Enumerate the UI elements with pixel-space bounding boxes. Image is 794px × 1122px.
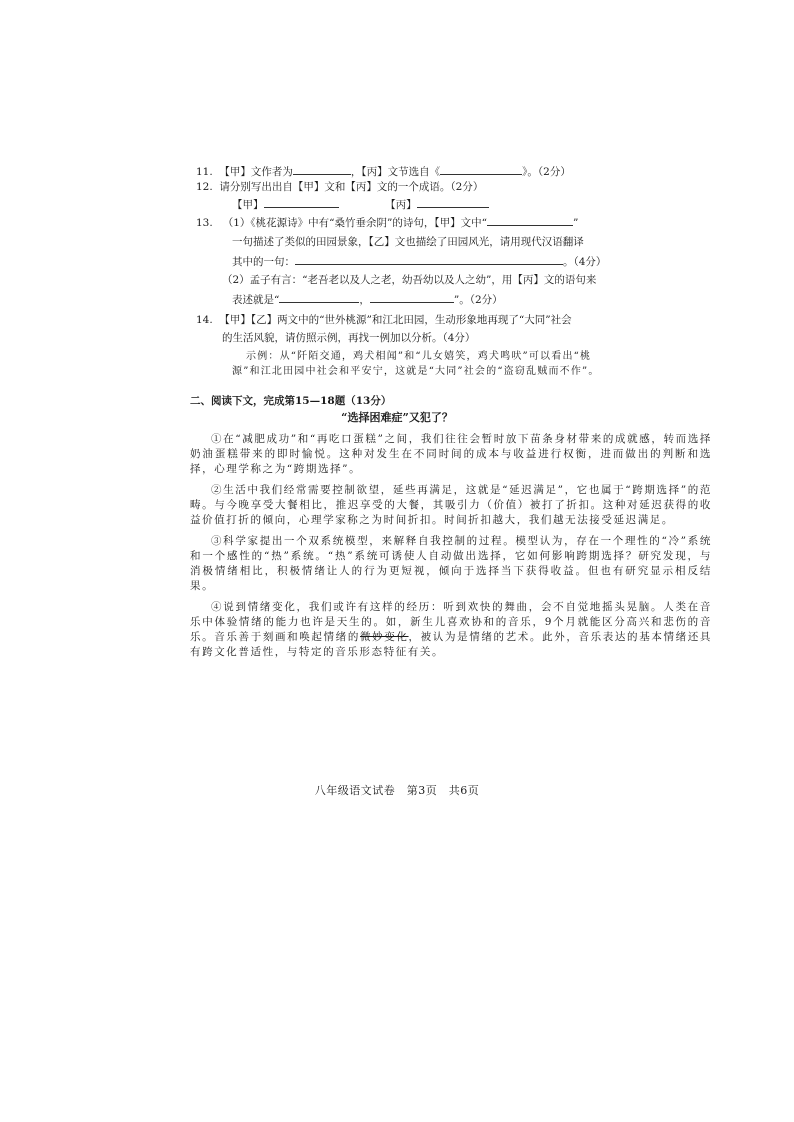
q11-text-b: ，【丙】文节选自《 (350, 166, 441, 178)
q14-number: 14. (196, 314, 213, 326)
question-11 (196, 164, 571, 179)
article-paragraph-1: ①在“减肥成功”和“再吃口蛋糕”之间，我们往往会暂时放下苗条身材带来的成就感，转而选择奶油蛋糕带来的即时愉悦。这种对发生在不同时间的成本与收益进行权衡，进而做出的判断和选择，心理学称之为“跨期选择”。 (190, 433, 712, 475)
q11-blank-source[interactable] (440, 164, 522, 175)
q13-part2 (222, 273, 596, 287)
q12-label-bing: 【丙】 (385, 199, 417, 211)
q13-p1-d: 其中的一句： (232, 256, 295, 268)
article-body (190, 432, 712, 666)
q11-number: 11. (196, 166, 213, 178)
q13-p2-b: 表述就是“ (232, 294, 280, 306)
page-footer: 八年级语文试卷 第3页 共6页 (314, 784, 480, 797)
q11-blank-author[interactable] (293, 164, 351, 175)
q13-p1-line2 (232, 235, 584, 249)
q13-p2-c: ， (359, 294, 370, 306)
q14-line2: 的生活风貌，请仿照示例，再找一例加以分析。（4分） (222, 332, 476, 344)
q13-number: 13. (196, 217, 213, 229)
q11-text-c: 》。（2分） (522, 166, 571, 178)
q13-p1-c: 一句描述了类似的田园景象，【乙】文也描绘了田园风光，请用现代汉语翻译 (232, 236, 584, 248)
q14-example-line2: 源”和江北田园中社会和平安宁，这就是“大同”社会的“盗窃乱贼而不作”。 (232, 366, 600, 377)
q13-p2-line2 (232, 292, 503, 307)
q13-blank-b[interactable] (370, 292, 454, 303)
article-paragraph-4 (190, 600, 712, 660)
q13-p2-a: （2）孟子有言：“老吾老以及人之老，幼吾幼以及人之幼”，用【丙】文的语句来 (222, 274, 597, 286)
article-title: “选择困难症”又犯了？ (341, 411, 453, 424)
q14-example (232, 349, 710, 379)
section-2-heading: 二、阅读下文，完成第15—18题（13分） (190, 395, 392, 407)
question-13-part1 (196, 215, 578, 230)
q13-blank-translation[interactable] (295, 254, 563, 265)
question-14-line1 (196, 313, 572, 327)
q12-text: 请分别写出出自【甲】文和【丙】文的一个成语。（2分） (219, 181, 484, 193)
q13-p1-e: 。（4分） (563, 256, 607, 268)
q13-p1-a: （1）《桃花源诗》中有“桑竹垂余阴”的诗句，【甲】文中“ (222, 217, 488, 229)
q12-blank-jia[interactable] (264, 197, 339, 208)
q12-label-jia: 【甲】 (232, 199, 264, 211)
q13-p1-b: ” (573, 217, 579, 229)
article-paragraph-2: ②生活中我们经常需要控制欲望，延些再满足，这就是“延迟满足”，它也属于“跨期选择”的范畴。与今晚享受大餐相比，推迟享受的大餐，其吸引力（价值）被打了折扣。这种对延迟获得的收益价值打折的倾向，心理学家称之为时间折扣。时间折扣越大，我们越无法接受延迟满足。 (190, 484, 712, 526)
p4-text-a: ④说到情绪变化，我们或许有这样的经历：听到欢快的舞曲，会不自觉地摇头晃脑。人类在音乐中体验情绪的能力也许是天生的。如，新生儿喜欢协和的音乐，9个月就能区分高兴和悲伤的音乐。音乐善于刻画和唤起情绪的 (190, 601, 712, 643)
q13-p1-line3 (232, 254, 606, 269)
q13-blank-quote[interactable] (487, 215, 573, 226)
p4-strikethrough: 微妙变化 (359, 631, 409, 643)
question-12 (196, 180, 483, 194)
question-14-line2 (222, 331, 475, 345)
q14-line1: 【甲】【乙】两文中的“世外桃源”和江北田园，生动形象地再现了“大同”社会 (219, 314, 572, 326)
q12-number: 12. (196, 181, 213, 193)
q12-blank-bing[interactable] (417, 197, 489, 208)
article-paragraph-3: ③科学家提出一个双系统模型，来解释自我控制的过程。模型认为，存在一个理性的“冷”系统和一个感性的“热”系统。“热”系统可诱使人自动做出选择，它如何影响跨期选择？研究发现，与消极情绪相比，积极情绪让人的行为更短视，倾向于选择当下获得收益。但也有研究显示相反结果。 (190, 535, 712, 592)
q13-blank-a[interactable] (279, 292, 359, 303)
q12-answer-line (232, 197, 489, 212)
q11-text-a: 【甲】文作者为 (219, 166, 293, 178)
q14-example-line1: 示例：从“阡陌交通，鸡犬相闻”和“儿女嬉笑，鸡犬鸣吠”可以看出“桃 (246, 351, 592, 362)
q13-p2-d: ”。（2分） (453, 294, 503, 306)
p4-text-b: ，被认为是情绪的艺术。此外，音乐表达的基本情绪还具有跨文化普适性，与特定的音乐形态特征有关。 (190, 631, 712, 658)
